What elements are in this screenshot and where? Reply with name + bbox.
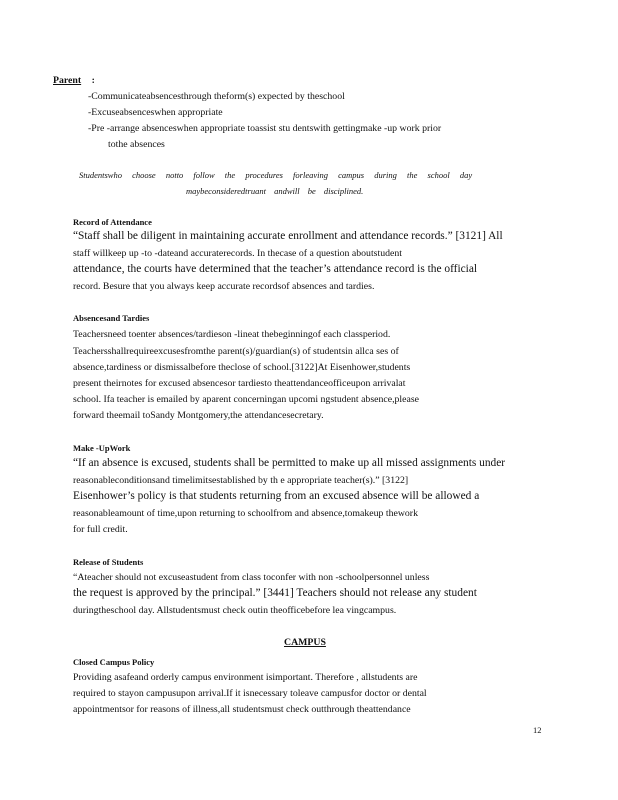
closed-campus-heading: Closed Campus Policy — [73, 657, 155, 667]
page-number: 12 — [533, 725, 542, 735]
campus-title: CAMPUS — [284, 637, 326, 648]
parent-item-2: -Excuseabsenceswhen appropriate — [88, 107, 223, 118]
parent-heading-label: Parent — [53, 75, 82, 86]
students-note-line-1: Studentswho choose notto follow the procedures forleaving campus during the school day — [79, 170, 473, 180]
absences-line-5: school. Ifa teacher is emailed by aparent concerningan upcomi ngstudent absence,please — [73, 394, 420, 405]
makeup-line-1: “If an absence is excused, students shall be permitted to make up all missed assignments under — [73, 457, 506, 469]
parent-heading-colon: : — [91, 75, 95, 86]
parent-item-3: -Pre -arrange absenceswhen appropriate toassist stu dentswith gettingmake -up work prior — [88, 123, 442, 134]
absences-line-4: present theirnotes for excused absencesor tardiesto theattendanceofficeupon arrivalat — [73, 378, 406, 389]
release-heading: Release of Students — [73, 557, 144, 567]
makeup-heading: Make -UpWork — [73, 443, 131, 453]
parent-heading — [53, 75, 95, 86]
campus-line-3: appointmentsor for reasons of illness,all studentsmust check outthrough theattendance — [73, 704, 411, 715]
release-line-2: the request is approved by the principal.” [3441] Teachers should not release any student — [73, 587, 477, 599]
record-line-2: staff willkeep up -to -dateand accuraterecords. In thecase of a question aboutstudent — [73, 248, 402, 259]
absences-line-6: forward theemail toSandy Montgomery,the attendancesecretary. — [73, 410, 324, 421]
record-line-1: “Staff shall be diligent in maintaining accurate enrollment and attendance records.” [3121] All — [73, 230, 503, 242]
makeup-line-3: Eisenhower’s policy is that students returning from an excused absence will be allowed a — [73, 490, 480, 502]
campus-line-1: Providing asafeand orderly campus environment isimportant. Therefore , allstudents are — [73, 672, 418, 683]
makeup-line-4: reasonableamount of time,upon returning to schoolfrom and absence,tomakeup thework — [73, 508, 418, 519]
record-line-4: record. Besure that you always keep accurate recordsof absences and tardies. — [73, 281, 375, 292]
campus-line-2: required to stayon campusupon arrival.If it isnecessary toleave campusfor doctor or dental — [73, 688, 427, 699]
release-line-3: duringtheschool day. Allstudentsmust check outin theofficebefore lea vingcampus. — [73, 605, 397, 616]
parent-item-1: -Communicateabsencesthrough theform(s) expected by theschool — [88, 91, 345, 102]
absences-heading: Absencesand Tardies — [73, 313, 150, 323]
makeup-line-2: reasonableconditionsand timelimitsestablished by th e appropriate teacher(s).” [3122] — [73, 475, 409, 486]
students-note-line-2: maybeconsideredtruant andwill be disciplined. — [186, 186, 364, 196]
parent-item-4: tothe absences — [108, 139, 165, 150]
absences-line-3: absence,tardiness or dismissalbefore theclose of school.[3122]At Eisenhower,students — [73, 362, 411, 373]
record-heading: Record of Attendance — [73, 217, 152, 227]
absences-line-2: Teachersshallrequireexcusesfromthe parent(s)/guardian(s) of studentsin allca ses of — [73, 346, 399, 357]
makeup-line-5: for full credit. — [73, 524, 128, 535]
absences-line-1: Teachersneed toenter absences/tardieson -lineat thebeginningof each classperiod. — [73, 329, 391, 340]
record-line-3: attendance, the courts have determined that the teacher’s attendance record is the official — [73, 263, 478, 275]
release-line-1: “Ateacher should not excuseastudent from class toconfer with non -schoolpersonnel unless — [73, 572, 430, 583]
